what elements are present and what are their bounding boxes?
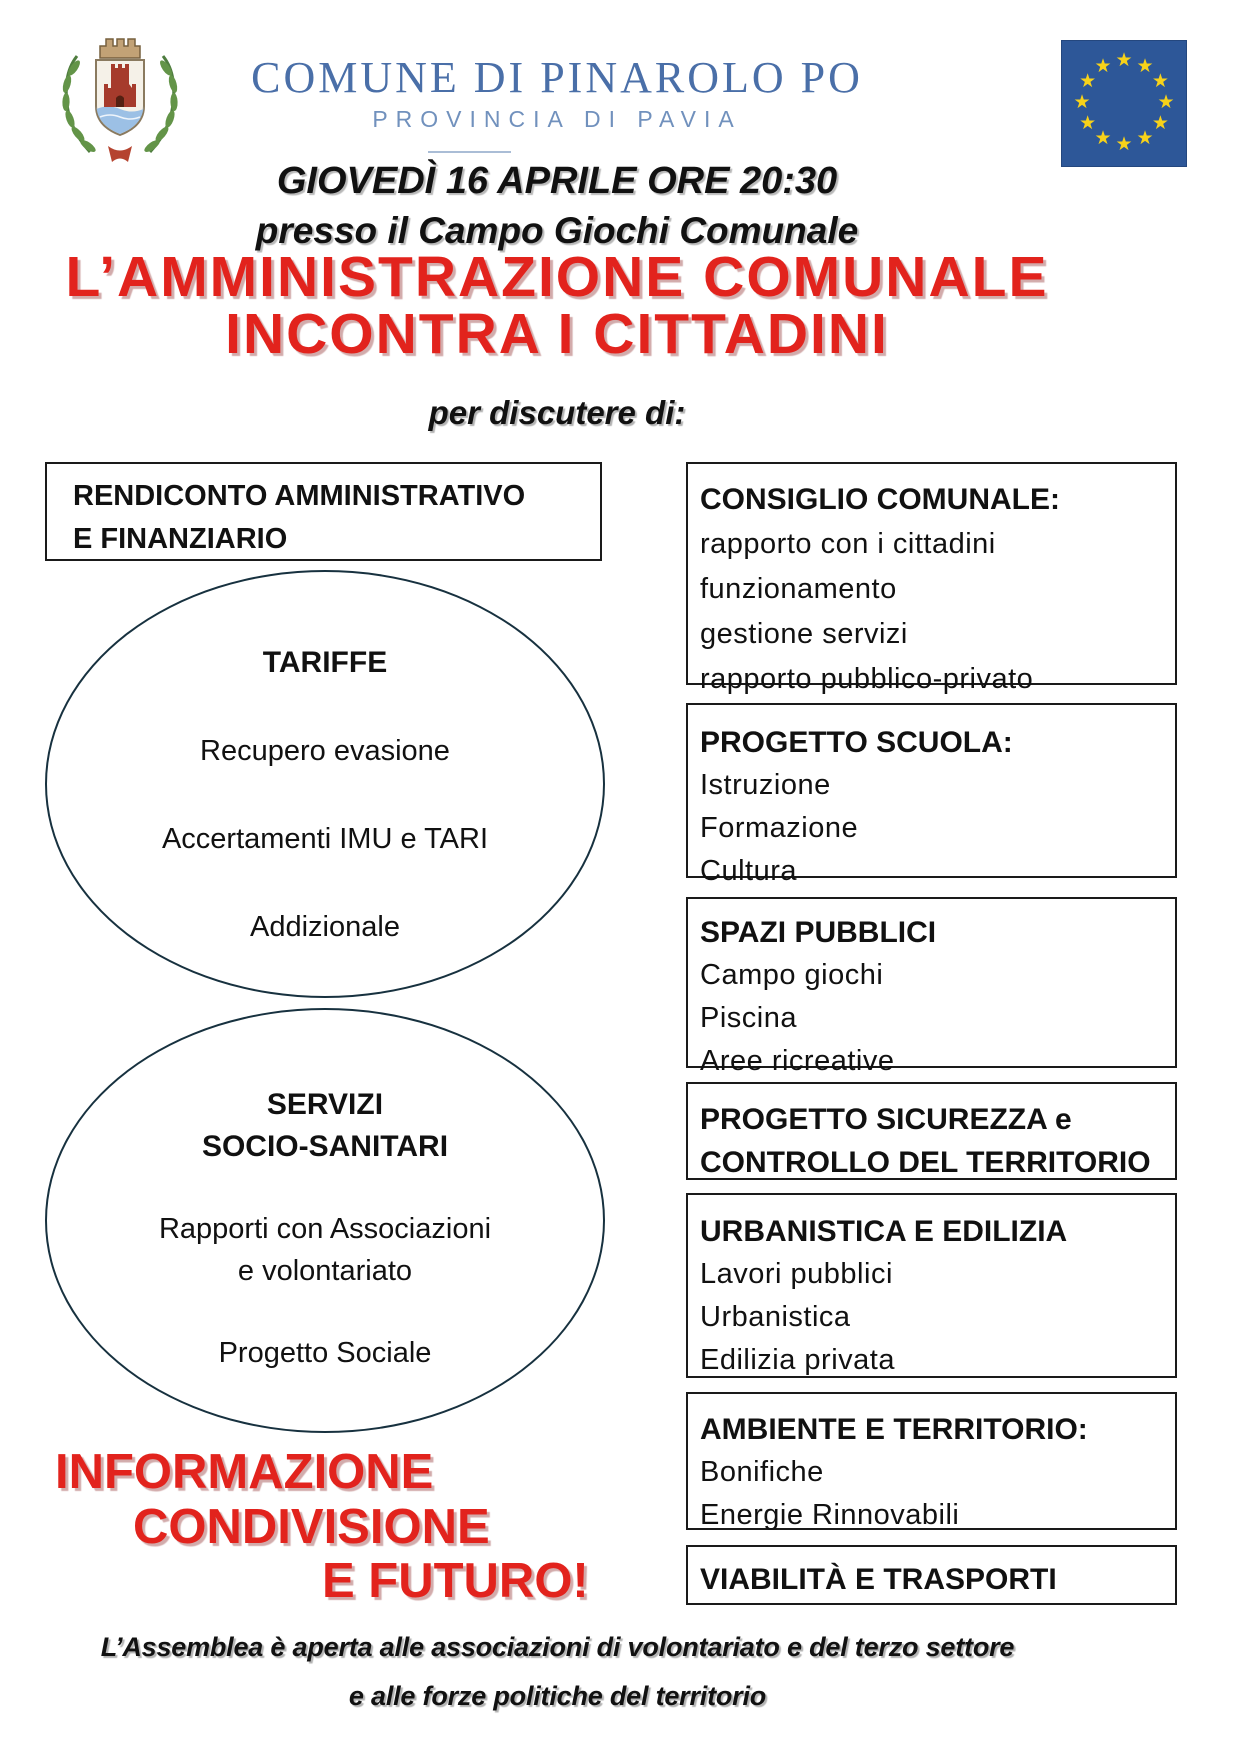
ellipse-servizi-item: Progetto Sociale	[218, 1337, 432, 1369]
topic-box-ambiente: AMBIENTE E TERRITORIO: Bonifiche Energie Rinnovabili	[686, 1392, 1177, 1530]
eu-star-icon: ★	[1073, 92, 1091, 113]
eu-star-icon: ★	[1094, 55, 1112, 77]
topic-box-progetto-scuola: PROGETTO SCUOLA: Istruzione Formazione Cultura	[686, 703, 1177, 878]
eu-flag-image	[1061, 40, 1187, 167]
event-datetime: GIOVEDÌ 16 APRILE ORE 20:30	[276, 160, 838, 202]
topic-item: rapporto con i cittadini	[700, 528, 996, 560]
topic-item: funzionamento	[700, 573, 897, 605]
topic-item: Cultura	[700, 855, 797, 887]
ellipse-tariffe-title: TARIFFE	[262, 646, 388, 679]
poster-title-line1: L’AMMINISTRAZIONE COMUNALE	[65, 245, 1049, 309]
eu-star-icon: ★	[1151, 113, 1169, 134]
eu-star-icon: ★	[1136, 55, 1154, 77]
province-name: PROVINCIA DI PAVIA	[372, 106, 742, 132]
topic-box-progetto-sicurezza: PROGETTO SICUREZZA e CONTROLLO DEL TERRITORIO	[686, 1082, 1177, 1180]
eu-star-icon: ★	[1136, 128, 1154, 150]
topic-item: Energie Rinnovabili	[700, 1499, 960, 1531]
topic-item: Lavori pubblici	[700, 1258, 893, 1290]
ellipse-tariffe-item: Recupero evasione	[200, 735, 450, 767]
footer-note-line1: L’Assemblea è aperta alle associazioni di volontariato e del terzo settore	[100, 1632, 1015, 1662]
ellipse-servizi-item: Rapporti con Associazioni e volontariato	[158, 1213, 492, 1287]
eu-star-icon: ★	[1079, 113, 1097, 134]
footer-note-line2: e alle forze politiche del territorio	[348, 1681, 767, 1711]
eu-star-icon: ★	[1079, 71, 1097, 92]
topic-item: Urbanistica	[700, 1301, 851, 1333]
topic-box-spazi-pubblici: SPAZI PUBBLICI Campo giochi Piscina Aree ricreative	[686, 897, 1177, 1068]
topic-box-viabilita: VIABILITÀ E TRASPORTI	[686, 1545, 1177, 1605]
topic-item: Edilizia privata	[700, 1344, 895, 1376]
slogan-line3: E FUTURO!	[322, 1554, 589, 1608]
eu-star-icon: ★	[1115, 134, 1133, 155]
eu-star-icon: ★	[1157, 92, 1175, 113]
topic-item: rapporto pubblico-privato	[700, 663, 1034, 695]
topic-item: Aree ricreative	[700, 1045, 895, 1077]
topic-item: Campo giochi	[700, 959, 884, 991]
slogan-line1: INFORMAZIONE	[55, 1445, 434, 1499]
eu-star-icon: ★	[1115, 50, 1133, 71]
topic-box-rendiconto	[45, 462, 602, 561]
ellipse-tariffe-item: Accertamenti IMU e TARI	[161, 823, 489, 855]
eu-star-icon: ★	[1151, 71, 1169, 92]
municipality-name: COMUNE DI PINAROLO PO	[251, 53, 863, 102]
topic-box-rendiconto-line2: E FINANZIARIO	[73, 523, 288, 555]
poster-title-line2: INCONTRA I CITTADINI	[225, 302, 889, 366]
ellipse-tariffe	[45, 570, 605, 998]
ellipse-servizi	[45, 1008, 605, 1433]
topic-item: Formazione	[700, 812, 859, 844]
topic-box-urbanistica: URBANISTICA E EDILIZIA Lavori pubblici Urbanistica Edilizia privata	[686, 1193, 1177, 1378]
eu-star-icon: ★	[1094, 128, 1112, 150]
event-location: presso il Campo Giochi Comunale	[255, 210, 859, 251]
topic-box-consiglio-comunale: CONSIGLIO COMUNALE: rapporto con i cittadini funzionamento gestione servizi rapporto pubblico-privato	[686, 462, 1177, 685]
ellipse-servizi-title: SERVIZI SOCIO-SANITARI	[201, 1088, 449, 1163]
topic-item: gestione servizi	[700, 618, 908, 650]
ellipse-tariffe-item: Addizionale	[250, 911, 400, 943]
header-divider	[428, 151, 511, 153]
poster-subtitle: per discutere di:	[428, 394, 686, 431]
topic-box-rendiconto-line1: RENDICONTO AMMINISTRATIVO	[73, 480, 526, 512]
slogan-line2: CONDIVISIONE	[133, 1500, 490, 1554]
topic-item: Istruzione	[700, 769, 831, 801]
topic-item: Bonifiche	[700, 1456, 824, 1488]
topic-item: Piscina	[700, 1002, 797, 1034]
